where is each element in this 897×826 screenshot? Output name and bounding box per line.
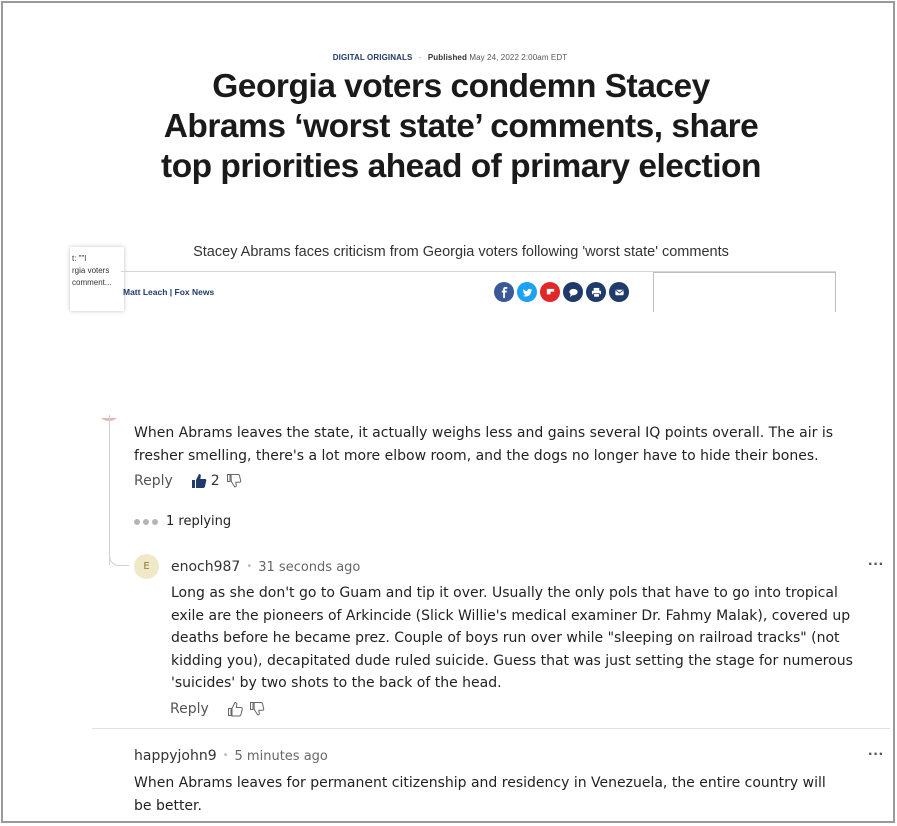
thumbs-up-icon <box>191 473 207 489</box>
upvote-button[interactable] <box>227 701 243 717</box>
meta-separator: - <box>418 53 422 62</box>
flipboard-icon[interactable] <box>540 282 560 302</box>
comment-timestamp[interactable]: 31 seconds ago <box>258 560 361 575</box>
related-video-thumbnail[interactable] <box>70 247 124 311</box>
comment-username[interactable]: enoch987 <box>171 559 241 575</box>
video-caption: Stacey Abrams faces criticism from Georgia voters following 'worst state' comments <box>193 244 729 260</box>
published-date: May 24, 2022 2:00am EDT <box>469 53 568 62</box>
article-meta <box>3 53 895 62</box>
header-separator: • <box>222 750 229 761</box>
thumbs-down-icon <box>249 701 265 717</box>
thumbs-down-icon <box>226 473 242 489</box>
reply-button[interactable]: Reply <box>134 473 173 489</box>
comment-body: When Abrams leaves for permanent citizenship and residency in Venezuela, the entire country will be better. <box>134 775 826 814</box>
published-label: Published <box>427 53 467 62</box>
print-icon[interactable] <box>586 282 606 302</box>
byline-row <box>121 271 836 311</box>
avatar-letter: E <box>143 561 150 572</box>
share-toolbar <box>494 282 629 302</box>
more-options-button[interactable]: ··· <box>868 556 884 573</box>
facebook-icon[interactable] <box>494 282 514 302</box>
category-link[interactable]: DIGITAL ORIGINALS <box>332 53 413 62</box>
comment-body: When Abrams leaves the state, it actually weighs less and gains several IQ points overall. The air is fresher smelling, there's a lot more elbow room, and the dogs no longer have to hide their bones. <box>134 425 834 464</box>
author-byline[interactable]: Matt Leach | Fox News <box>123 287 215 297</box>
ad-placeholder <box>653 272 836 312</box>
comment-username[interactable]: happyjohn9 <box>134 748 217 764</box>
thread-connector <box>109 415 110 565</box>
comment-header <box>134 748 328 764</box>
article-headline: Georgia voters condemn Stacey Abrams ‘worst state’ comments, share top priorities ahead of primary election <box>161 68 761 185</box>
comment-timestamp[interactable]: 5 minutes ago <box>234 749 328 764</box>
comment-body: Long as she don't go to Guam and tip it over. Usually the only pols that have to go into tropical exile are the pioneers of Arkincide (Slick Willie's medical examiner Dr. Fahmy Malak), covered up deaths before he became prez. Couple of boys run over while "sleeping on railroad tracks" (not kidding you), decapitated dude ruled suicide. Guess that was just setting the stage for numerous 'suicides' by two shots to the back of the head. <box>171 585 853 691</box>
typing-dots-icon <box>134 519 158 525</box>
replying-label: 1 replying <box>166 514 232 529</box>
avatar[interactable] <box>134 554 159 579</box>
comment-divider <box>92 728 890 729</box>
thread-connector-curve <box>109 548 129 566</box>
related-video-title: t: ""l rgia voters comment... <box>72 254 112 287</box>
thumbs-up-icon <box>227 701 243 717</box>
upvote-button[interactable] <box>191 473 220 489</box>
upvote-count: 2 <box>210 473 220 489</box>
comment-actions <box>170 701 271 717</box>
downvote-button[interactable] <box>226 473 242 489</box>
comments-icon[interactable] <box>563 282 583 302</box>
more-options-button[interactable]: ··· <box>868 746 884 763</box>
comment-header <box>171 559 360 575</box>
downvote-button[interactable] <box>249 701 265 717</box>
reply-button[interactable]: Reply <box>170 701 209 717</box>
comment-actions <box>134 473 248 489</box>
screenshot-frame <box>1 1 895 823</box>
header-separator: • <box>246 561 253 572</box>
twitter-icon[interactable] <box>517 282 537 302</box>
replying-indicator <box>134 514 231 529</box>
email-icon[interactable] <box>609 282 629 302</box>
